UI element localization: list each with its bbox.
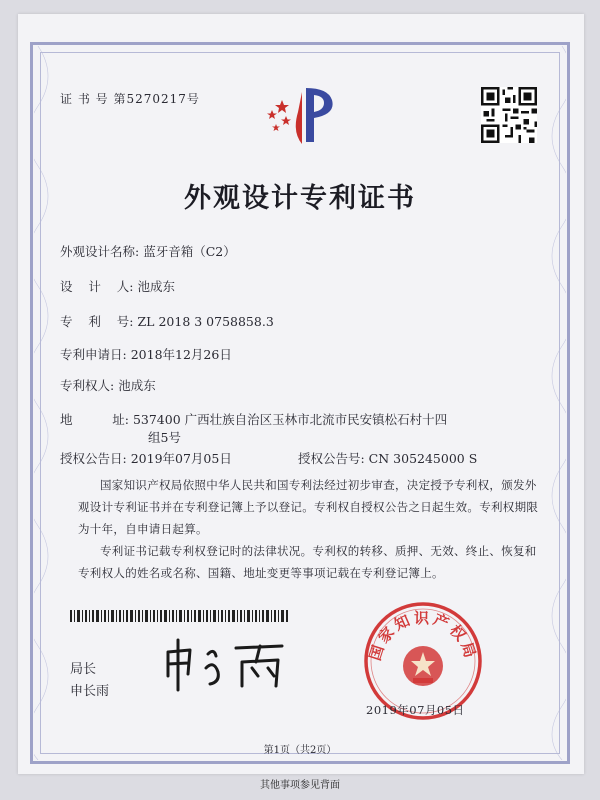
director-title: 局长 — [70, 662, 97, 677]
field-value: 2019年07月05日 — [130, 451, 232, 466]
field-design-name — [60, 242, 236, 260]
field-grant-number: 授权公告号: CN 305245000 S — [298, 451, 478, 466]
field-label: 地 址: — [60, 412, 129, 427]
cnipa-logo — [262, 82, 342, 148]
director-name: 申长雨 — [70, 684, 110, 699]
field-value: 池成东 — [137, 279, 176, 294]
field-label: 授权公告日: — [60, 451, 127, 466]
field-address — [60, 410, 447, 428]
field-value: 蓝牙音箱（C2） — [143, 244, 236, 259]
seal-text: 国家知识产权局 — [365, 609, 481, 663]
field-value: 537400 广西壮族自治区玉林市北流市民安镇松石村十四 — [132, 412, 448, 427]
certificate-title: 外观设计专利证书 — [184, 183, 416, 214]
field-label: 设 计 人: — [60, 279, 134, 294]
field-label: 外观设计名称: — [60, 244, 140, 259]
field-label: 专利权人: — [60, 378, 115, 393]
seal-date: 2019年07月05日 — [366, 703, 465, 717]
field-designer — [60, 277, 175, 295]
qr-code[interactable] — [481, 87, 537, 143]
page-number: 第1页（共2页） — [263, 745, 337, 756]
statement-paragraph-1: 国家知识产权局依照中华人民共和国专利法经过初步审查，决定授予专利权，颁发外观设计专利证书并在专利登记簿上予以登记。专利权自授权公告之日起生效。专利权期限为十年，自申请日起算。 — [78, 478, 539, 536]
field-label: 专利申请日: — [60, 347, 127, 362]
certificate-number: 证 书 号 第5270217号 — [60, 92, 200, 106]
field-label: 专 利 号: — [60, 314, 134, 329]
field-patent-number — [60, 312, 274, 330]
field-application-date — [60, 345, 232, 363]
barcode — [70, 610, 288, 622]
field-value: ZL 2018 3 0758858.3 — [137, 314, 274, 329]
statement-paragraph-2: 专利证书记载专利权登记时的法律状况。专利权的转移、质押、无效、终止、恢复和专利权人的姓名或名称、国籍、地址变更等事项记载在专利登记簿上。 — [78, 544, 537, 580]
director-signature — [160, 634, 300, 694]
field-value: 池成东 — [118, 378, 156, 393]
field-patentee — [60, 376, 156, 394]
footer-note: 其他事项参见背面 — [260, 780, 340, 791]
field-grant-date — [60, 449, 232, 467]
field-value: 2018年12月26日 — [130, 347, 232, 362]
field-address-line2: 组5号 — [148, 430, 181, 445]
